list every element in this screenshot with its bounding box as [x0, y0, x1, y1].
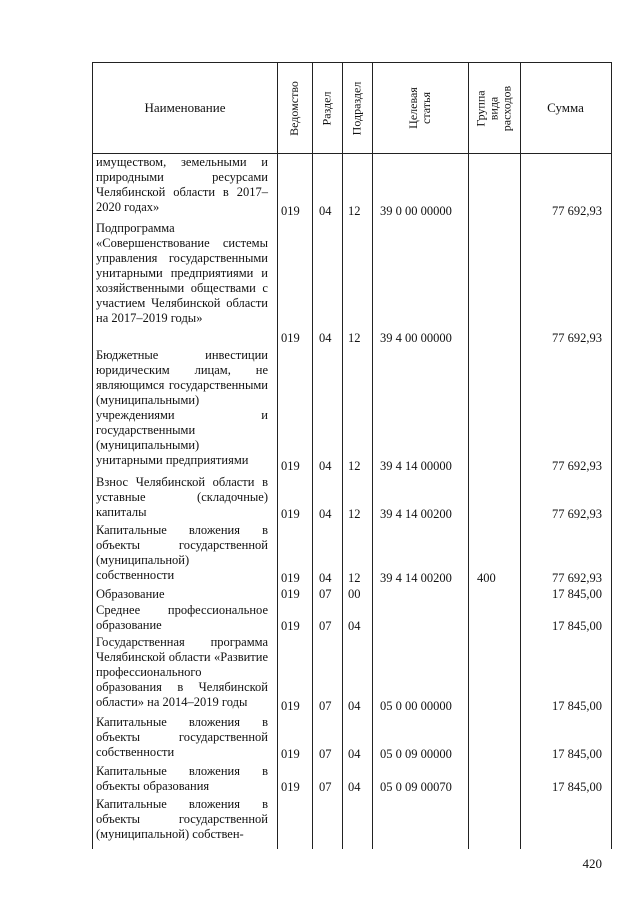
row-razdel: 04: [319, 507, 332, 521]
row-celevaya-statya: 39 4 14 00200: [380, 507, 452, 521]
row-vedomstvo: 019: [281, 507, 300, 521]
row-name: Капитальные вложения в объекты государственной собственности: [96, 715, 268, 759]
row-summa: 17 845,00: [552, 619, 602, 633]
row-podrazdel: 12: [348, 204, 361, 218]
row-summa: 17 845,00: [552, 587, 602, 601]
row-vedomstvo: 019: [281, 747, 300, 761]
row-name: Подпрограмма «Совершенствование системы управления государственными унитарными предприятиями и хозяйственными обществами с участием Челябинской области на 2017–2019 годы»: [96, 221, 268, 325]
row-summa: 17 845,00: [552, 780, 602, 794]
row-podrazdel: 12: [348, 507, 361, 521]
column-divider: [372, 63, 373, 849]
column-divider: [342, 63, 343, 849]
row-name: Взнос Челябинской области в уставные (складочные) капиталы: [96, 475, 268, 519]
row-podrazdel: 04: [348, 699, 361, 713]
row-vedomstvo: 019: [281, 459, 300, 473]
row-razdel: 07: [319, 587, 332, 601]
row-name: Среднее профессиональное образование: [96, 603, 268, 632]
row-name: Капитальные вложения в объекты образования: [96, 764, 268, 793]
row-name: Государственная программа Челябинской области «Развитие профессионального образования в Челябинской области» на 2014–2019 годы: [96, 635, 268, 709]
row-razdel: 04: [319, 331, 332, 345]
row-name: Капитальные вложения в объекты государственной (муниципальной) собственности: [96, 523, 268, 582]
row-name: Бюджетные инвестиции юридическим лицам, не являющимся государственными (муниципальными) учреждениями и государственными (муниципальными) унитарными предприятиями: [96, 348, 268, 467]
row-vedomstvo: 019: [281, 587, 300, 601]
column-divider: [277, 63, 278, 849]
row-razdel: 04: [319, 571, 332, 585]
row-celevaya-statya: 39 4 14 00200: [380, 571, 452, 585]
column-divider: [468, 63, 469, 849]
row-celevaya-statya: 05 0 09 00000: [380, 747, 452, 761]
row-podrazdel: 04: [348, 747, 361, 761]
page-number: 420: [582, 856, 602, 871]
row-vedomstvo: 019: [281, 619, 300, 633]
header-vedomstvo: Ведомство: [287, 80, 302, 136]
row-name: Капитальные вложения в объекты государственной (муниципальной) собствен-: [96, 797, 268, 841]
column-divider: [312, 63, 313, 849]
header-summa: Сумма: [547, 100, 584, 115]
header-gruppa-vida-rashodov: Группа вида расходов: [473, 85, 514, 131]
header-celevaya-statya: Целевая статья: [406, 87, 433, 129]
row-celevaya-statya: 05 0 09 00070: [380, 780, 452, 794]
header-razdel: Раздел: [319, 91, 334, 125]
row-razdel: 04: [319, 459, 332, 473]
row-vedomstvo: 019: [281, 571, 300, 585]
row-podrazdel: 00: [348, 587, 361, 601]
row-podrazdel: 04: [348, 780, 361, 794]
row-podrazdel: 04: [348, 619, 361, 633]
row-celevaya-statya: 39 4 00 00000: [380, 331, 452, 345]
row-podrazdel: 12: [348, 331, 361, 345]
row-summa: 77 692,93: [552, 507, 602, 521]
row-summa: 77 692,93: [552, 204, 602, 218]
row-summa: 17 845,00: [552, 699, 602, 713]
row-vedomstvo: 019: [281, 204, 300, 218]
row-vedomstvo: 019: [281, 331, 300, 345]
header-name: Наименование: [144, 100, 226, 115]
row-razdel: 04: [319, 204, 332, 218]
row-summa: 77 692,93: [552, 331, 602, 345]
row-gruppa: 400: [477, 571, 496, 585]
column-divider: [520, 63, 521, 849]
row-razdel: 07: [319, 747, 332, 761]
row-celevaya-statya: 05 0 00 00000: [380, 699, 452, 713]
header-podrazdel: Подраздел: [349, 81, 364, 135]
row-razdel: 07: [319, 619, 332, 633]
row-razdel: 07: [319, 780, 332, 794]
row-vedomstvo: 019: [281, 699, 300, 713]
row-celevaya-statya: 39 0 00 00000: [380, 204, 452, 218]
row-podrazdel: 12: [348, 571, 361, 585]
row-vedomstvo: 019: [281, 780, 300, 794]
row-podrazdel: 12: [348, 459, 361, 473]
row-razdel: 07: [319, 699, 332, 713]
row-name: имуществом, земельными и природными ресурсами Челябинской области в 2017–2020 годах»: [96, 155, 268, 214]
table-header: [93, 63, 611, 154]
row-summa: 77 692,93: [552, 459, 602, 473]
row-name: Образование: [96, 587, 165, 601]
row-summa: 77 692,93: [552, 571, 602, 585]
row-celevaya-statya: 39 4 14 00000: [380, 459, 452, 473]
row-summa: 17 845,00: [552, 747, 602, 761]
